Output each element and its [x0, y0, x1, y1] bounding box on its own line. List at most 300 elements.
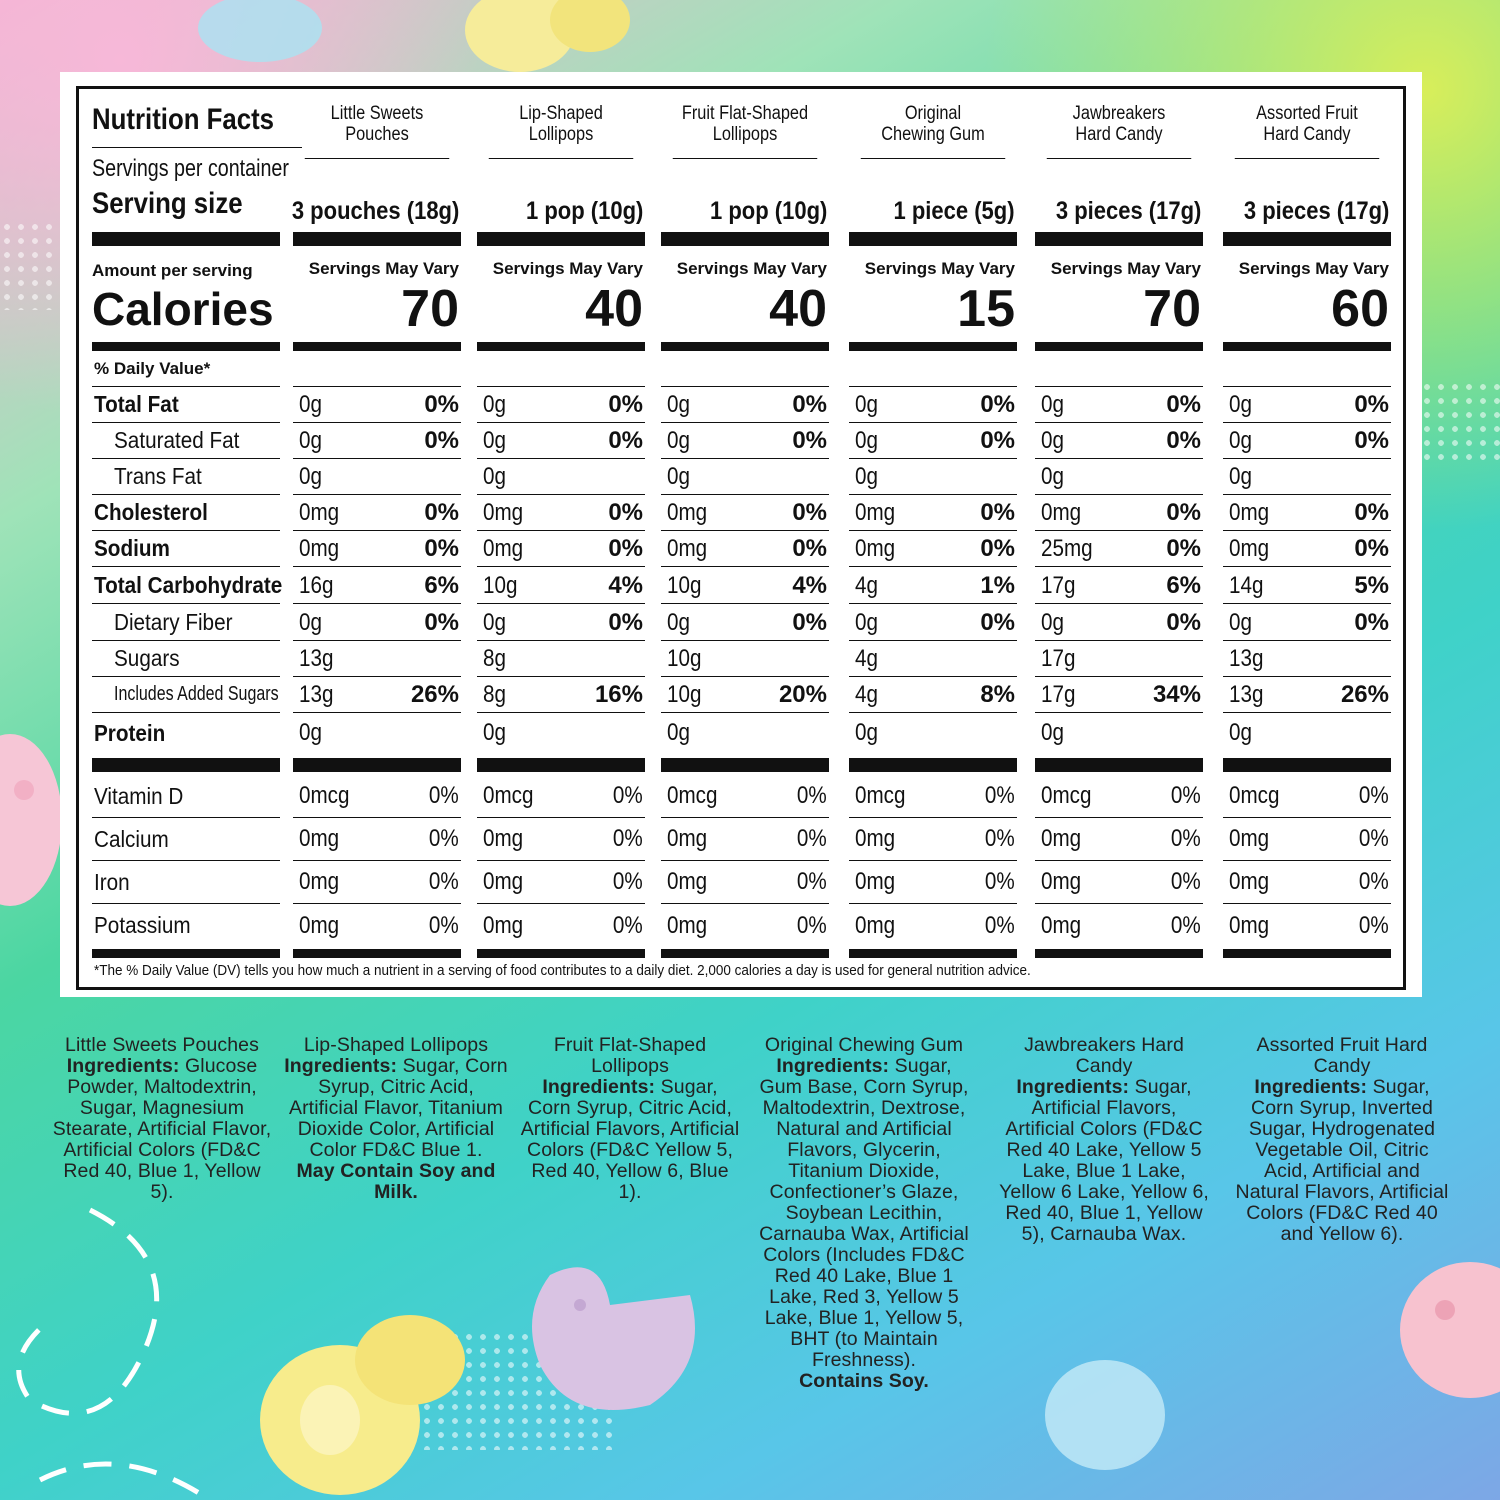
thick-divider	[293, 232, 461, 246]
nutrient-amount: 0g	[855, 608, 878, 636]
nutrient-row	[477, 641, 645, 677]
nutrient-amount: 13g	[1229, 680, 1264, 708]
vitamin-amount: 0mg	[299, 868, 340, 895]
vitamin-label: Vitamin D	[92, 775, 280, 818]
product-column	[661, 89, 829, 987]
vitamin-daily-value: 0%	[1359, 782, 1389, 809]
nutrient-amount: 8g	[483, 680, 506, 708]
vitamin-daily-value: 0%	[1359, 911, 1389, 939]
candy-flower-icon	[190, 0, 330, 70]
ingredients-label: Ingredients:	[776, 1055, 890, 1077]
nutrient-daily-value: 4%	[608, 571, 643, 599]
nutrient-daily-value: 0%	[1354, 498, 1389, 526]
nutrient-label: Total Fat	[92, 387, 280, 423]
nutrient-amount: 0g	[1229, 719, 1252, 746]
medium-divider	[661, 949, 829, 958]
nutrient-amount: 0g	[1229, 426, 1252, 454]
nutrient-label: Saturated Fat	[92, 423, 280, 459]
nutrition-facts-table	[76, 86, 1406, 990]
vitamin-amount: 0mcg	[1041, 782, 1092, 809]
nutrient-row	[1223, 641, 1391, 677]
ingredients-label: Ingredients:	[1016, 1076, 1130, 1098]
vitamin-amount: 0mg	[299, 911, 340, 939]
nutrient-amount: 14g	[1229, 571, 1264, 599]
vitamin-row	[849, 861, 1017, 904]
vitamin-amount: 0mcg	[299, 782, 350, 809]
vitamin-daily-value: 0%	[797, 782, 827, 809]
ingredients-product-name: Lip-Shaped Lollipops	[303, 1034, 489, 1056]
nutrient-amount: 17g	[1041, 644, 1076, 672]
daily-value-footnote: *The % Daily Value (DV) tells you how much a nutrient in a serving of food contributes to a daily diet. 2,000 calories a day is used for general nutrition advice.	[94, 963, 1031, 979]
serving-size-value: 1 pop (10g)	[709, 197, 827, 225]
nutrient-amount: 16g	[299, 571, 334, 599]
product-column	[477, 89, 645, 987]
nutrient-amount: 10g	[667, 571, 702, 599]
thick-divider	[1223, 758, 1391, 772]
nutrient-amount: 0g	[299, 426, 322, 454]
nutrient-amount: 0g	[667, 426, 690, 454]
vitamin-daily-value: 0%	[1171, 868, 1201, 895]
nutrient-amount: 4g	[855, 680, 878, 708]
nutrient-amount: 0mg	[483, 498, 524, 526]
nutrient-row	[1035, 423, 1203, 459]
nutrient-daily-value: 20%	[778, 680, 827, 708]
nutrient-row	[661, 459, 829, 495]
nutrient-amount: 13g	[1229, 644, 1264, 672]
nutrient-amount: 0g	[1041, 390, 1064, 418]
nutrient-daily-value: 0%	[1354, 426, 1389, 454]
ingredients-label: Ingredients:	[1254, 1076, 1368, 1098]
nutrient-amount: 10g	[667, 680, 702, 708]
nutrient-row	[1035, 495, 1203, 531]
vitamin-row	[1035, 818, 1203, 861]
nutrient-row	[661, 423, 829, 459]
vitamin-amount: 0mg	[1041, 868, 1082, 895]
nutrient-daily-value: 0%	[792, 390, 827, 418]
nutrient-row	[1035, 677, 1203, 713]
nutrient-daily-value: 0%	[424, 534, 459, 562]
thick-divider	[849, 758, 1017, 772]
medium-divider	[661, 342, 829, 351]
nutrient-daily-value: 0%	[608, 390, 643, 418]
calories-value: 40	[769, 280, 827, 338]
vitamin-amount: 0mg	[1229, 825, 1270, 852]
vitamin-label: Potassium	[94, 912, 191, 938]
vitamin-amount: 0mg	[1229, 911, 1270, 939]
nutrient-row	[661, 495, 829, 531]
nutrient-row	[849, 387, 1017, 423]
nutrient-row	[293, 387, 461, 423]
calories-value: 70	[401, 280, 459, 338]
calories-value: 40	[585, 280, 643, 338]
vitamin-amount: 0mg	[667, 825, 708, 852]
nutrient-daily-value: 0%	[980, 534, 1015, 562]
nutrient-amount: 17g	[1041, 680, 1076, 708]
nutrient-row	[1223, 677, 1391, 713]
product-column-header: Assorted Fruit Hard Candy	[1235, 101, 1379, 159]
thick-divider	[293, 758, 461, 772]
ingredients-block	[753, 1035, 975, 1392]
vitamin-row	[1223, 775, 1391, 818]
medium-divider	[293, 342, 461, 351]
nutrient-row	[477, 568, 645, 604]
daily-value-header: % Daily Value*	[92, 351, 280, 387]
nutrient-amount: 25mg	[1041, 534, 1093, 562]
nutrient-row	[849, 568, 1017, 604]
vitamin-row	[661, 818, 829, 861]
nutrient-row	[1035, 568, 1203, 604]
nutrient-daily-value: 8%	[980, 680, 1015, 708]
ingredients-text: Sugar, Corn Syrup, Citric Acid, Artificial Flavor, Titanium Dioxide Color, Artificial Color FD&C Blue 1.	[288, 1055, 508, 1161]
nutrient-daily-value: 0%	[792, 498, 827, 526]
nutrient-daily-value: 0%	[1166, 498, 1201, 526]
nutrient-daily-value: 0%	[792, 608, 827, 636]
nutrient-amount: 0g	[1041, 462, 1064, 490]
nutrient-amount: 0mg	[483, 534, 524, 562]
nutrient-row	[1035, 605, 1203, 641]
nutrient-row	[661, 568, 829, 604]
nutrient-amount: 0g	[483, 390, 506, 418]
medium-divider	[1223, 342, 1391, 351]
nutrient-daily-value: 0%	[1166, 426, 1201, 454]
vitamin-daily-value: 0%	[613, 911, 643, 939]
nutrient-daily-value: 0%	[792, 534, 827, 562]
nutrient-daily-value: 0%	[980, 390, 1015, 418]
servings-per-container-label: Servings per container	[92, 155, 289, 182]
nutrient-label: Cholesterol	[92, 495, 280, 531]
nutrient-label: Sodium	[92, 531, 280, 567]
vitamin-row	[849, 904, 1017, 947]
vitamin-label: Iron	[92, 861, 280, 904]
product-column	[293, 89, 461, 987]
label-column	[92, 89, 289, 987]
thick-divider	[1035, 232, 1203, 246]
vitamin-daily-value: 0%	[429, 782, 459, 809]
nutrient-daily-value: 16%	[594, 680, 643, 708]
vitamin-amount: 0mg	[483, 825, 524, 852]
product-column-header: Fruit Flat-Shaped Lollipops	[673, 101, 817, 159]
vitamin-row	[1223, 818, 1391, 861]
nutrient-label: Total Carbohydrate	[92, 568, 280, 604]
vitamin-amount: 0mcg	[667, 782, 718, 809]
thick-divider	[477, 232, 645, 246]
vitamin-amount: 0mg	[1229, 868, 1270, 895]
vitamin-daily-value: 0%	[613, 868, 643, 895]
nutrient-amount: 0mg	[1229, 534, 1270, 562]
nutrient-daily-value: 0%	[608, 498, 643, 526]
nutrient-label: Sugars	[92, 641, 280, 677]
vitamin-amount: 0mg	[667, 911, 708, 939]
nutrition-panel	[60, 72, 1422, 997]
calories-label: Calories	[92, 283, 274, 335]
nutrient-amount: 0mg	[299, 498, 340, 526]
nutrient-amount: 0g	[299, 462, 322, 490]
amount-per-serving-label: Amount per serving	[92, 261, 253, 280]
nutrient-row	[293, 495, 461, 531]
nutrient-row	[849, 423, 1017, 459]
vitamin-row	[1223, 904, 1391, 947]
ingredients-block	[519, 1035, 741, 1203]
nutrient-daily-value: 6%	[424, 571, 459, 599]
vitamin-row	[849, 818, 1017, 861]
nutrient-amount: 4g	[855, 644, 878, 672]
ingredients-text: Sugar, Gum Base, Corn Syrup, Maltodextrin, Dextrose, Natural and Artificial Flavors, Glycerin, Titanium Dioxide, Confectioner’s Glaze, Soybean Lecithin, Carnauba Wax, Artificial Colors (Includes FD&C Red 40 Lake, Blue 1 Lake, Red 3, Yellow 5 Lake, Blue 1, Yellow 5, BHT (to Maintain Freshness).	[759, 1055, 969, 1371]
nutrient-daily-value: 0%	[980, 498, 1015, 526]
nutrient-label: Protein	[94, 719, 166, 746]
product-column	[1035, 89, 1203, 987]
nutrient-amount: 0mg	[855, 534, 896, 562]
nutrient-row	[849, 459, 1017, 495]
nutrient-daily-value: 0%	[608, 426, 643, 454]
nutrient-amount: 0g	[483, 462, 506, 490]
nutrient-row	[661, 677, 829, 713]
nutrient-row	[849, 495, 1017, 531]
thick-divider	[1035, 758, 1203, 772]
nutrient-amount: 0mg	[1041, 498, 1082, 526]
ingredients-label: Ingredients:	[542, 1076, 656, 1098]
vitamin-amount: 0mg	[483, 868, 524, 895]
ingredients-text: Sugar, Artificial Flavors, Artificial Colors (FD&C Red 40 Lake, Yellow 5 Lake, Blue 1 Lake, Yellow 6 Lake, Yellow 6, Red 40, Blue 1, Yellow 5), Carnauba Wax.	[999, 1076, 1209, 1245]
thick-divider	[661, 232, 829, 246]
nutrient-amount: 0mg	[667, 498, 708, 526]
ingredients-block	[997, 1035, 1211, 1245]
medium-divider	[849, 342, 1017, 351]
nutrient-row	[1035, 459, 1203, 495]
nutrient-amount: 0mg	[1229, 498, 1270, 526]
ingredients-block	[51, 1035, 273, 1203]
thick-divider	[92, 758, 280, 772]
nutrient-daily-value: 1%	[980, 571, 1015, 599]
ingredients-text: Sugar, Corn Syrup, Citric Acid, Artificial Flavors, Artificial Colors (FD&C Yellow 5, Red 40, Yellow 6, Blue 1).	[520, 1076, 740, 1203]
vitamin-daily-value: 0%	[985, 825, 1015, 852]
nutrient-row	[477, 677, 645, 713]
nutrient-row	[477, 459, 645, 495]
calories-value: 70	[1143, 280, 1201, 338]
nutrient-row	[293, 715, 461, 751]
nutrient-daily-value: 5%	[1354, 571, 1389, 599]
nutrient-amount: 10g	[667, 644, 702, 672]
nutrient-amount: 4g	[855, 571, 878, 599]
thick-divider	[92, 232, 280, 246]
vitamin-label: Calcium	[92, 818, 280, 861]
vitamin-amount: 0mg	[483, 911, 524, 939]
vitamin-daily-value: 0%	[429, 911, 459, 939]
servings-may-vary: Servings May Vary	[1050, 259, 1201, 278]
serving-size-value: 3 pouches (18g)	[291, 197, 459, 225]
nutrient-amount: 0g	[483, 426, 506, 454]
medium-divider	[92, 342, 280, 351]
vitamin-row	[1223, 861, 1391, 904]
nutrient-daily-value: 6%	[1166, 571, 1201, 599]
vitamin-row	[293, 904, 461, 947]
nutrient-daily-value: 26%	[1340, 680, 1389, 708]
nutrient-row	[1223, 423, 1391, 459]
vitamin-daily-value: 0%	[1359, 868, 1389, 895]
nutrient-row	[661, 531, 829, 567]
nutrient-row	[661, 387, 829, 423]
ingredients-block	[1233, 1035, 1451, 1245]
calories-value: 60	[1331, 280, 1389, 338]
vitamin-amount: 0mg	[855, 911, 896, 939]
vitamin-amount: 0mg	[855, 825, 896, 852]
nutrient-row	[849, 715, 1017, 751]
vitamin-daily-value: 0%	[1171, 911, 1201, 939]
nutrient-amount: 0g	[483, 719, 506, 746]
ingredients-block	[284, 1035, 508, 1203]
nutrient-row	[661, 641, 829, 677]
vitamin-daily-value: 0%	[797, 825, 827, 852]
ingredients-text: Sugar, Corn Syrup, Inverted Sugar, Hydrogenated Vegetable Oil, Citric Acid, Artificial and Natural Flavors, Artificial Colors (FD&C Red 40 and Yellow 6).	[1235, 1076, 1449, 1245]
ingredients-product-name: Fruit Flat-Shaped Lollipops	[553, 1034, 707, 1077]
nutrient-amount: 0g	[1041, 719, 1064, 746]
nutrient-amount: 0mg	[667, 534, 708, 562]
medium-divider	[92, 949, 280, 958]
ingredients-label: Ingredients:	[66, 1055, 180, 1077]
vitamin-daily-value: 0%	[613, 782, 643, 809]
vitamin-daily-value: 0%	[797, 911, 827, 939]
nutrient-label: Trans Fat	[92, 459, 280, 495]
nutrient-row	[293, 568, 461, 604]
vitamin-amount: 0mcg	[483, 782, 534, 809]
nutrient-row	[293, 531, 461, 567]
nutrient-daily-value: 0%	[1354, 608, 1389, 636]
nutrient-daily-value: 26%	[410, 680, 459, 708]
nutrient-amount: 0g	[299, 608, 322, 636]
medium-divider	[477, 949, 645, 958]
nutrient-amount: 0g	[1041, 426, 1064, 454]
vitamin-row	[293, 775, 461, 818]
nutrient-row	[293, 605, 461, 641]
nutrient-row	[477, 715, 645, 751]
vitamin-amount: 0mg	[667, 868, 708, 895]
nutrient-amount: 13g	[299, 644, 334, 672]
vitamin-row	[293, 818, 461, 861]
nutrient-amount: 0g	[1229, 462, 1252, 490]
nutrient-amount: 13g	[299, 680, 334, 708]
ingredients-product-name: Assorted Fruit Hard Candy	[1256, 1034, 1428, 1077]
nutrient-row	[1223, 605, 1391, 641]
nutrient-daily-value: 34%	[1152, 680, 1201, 708]
serving-size-value: 1 piece (5g)	[893, 197, 1015, 225]
divider	[92, 147, 302, 148]
nutrient-row	[477, 387, 645, 423]
medium-divider	[1223, 949, 1391, 958]
product-column-header: Little Sweets Pouches	[305, 101, 449, 159]
product-column-header: Original Chewing Gum	[861, 101, 1005, 159]
product-column-header: Jawbreakers Hard Candy	[1047, 101, 1191, 159]
vitamin-row	[661, 775, 829, 818]
nutrient-amount: 8g	[483, 644, 506, 672]
nutrient-daily-value: 0%	[980, 426, 1015, 454]
thick-divider	[661, 758, 829, 772]
nutrient-row	[1035, 715, 1203, 751]
nutrient-row	[1035, 531, 1203, 567]
nutrient-daily-value: 0%	[424, 390, 459, 418]
thick-divider	[849, 232, 1017, 246]
nutrient-daily-value: 0%	[1166, 608, 1201, 636]
nutrient-row	[293, 677, 461, 713]
nutrient-daily-value: 0%	[792, 426, 827, 454]
nutrient-row	[1223, 387, 1391, 423]
nutrient-row	[477, 531, 645, 567]
nutrient-daily-value: 0%	[608, 608, 643, 636]
nutrient-amount: 0g	[855, 390, 878, 418]
nutrient-row	[849, 641, 1017, 677]
divider	[1035, 351, 1203, 387]
serving-size-value: 3 pieces (17g)	[1055, 197, 1201, 225]
servings-may-vary: Servings May Vary	[1238, 259, 1389, 278]
nutrient-daily-value: 0%	[424, 426, 459, 454]
vitamin-row	[661, 861, 829, 904]
nutrient-label: Dietary Fiber	[92, 605, 280, 641]
nutrient-row	[1223, 495, 1391, 531]
nutrient-amount: 0g	[299, 390, 322, 418]
vitamin-daily-value: 0%	[985, 868, 1015, 895]
nutrient-amount: 10g	[483, 571, 518, 599]
nutrient-daily-value: 0%	[424, 608, 459, 636]
nutrient-label: Includes Added Sugars	[92, 677, 280, 713]
servings-may-vary: Servings May Vary	[676, 259, 827, 278]
medium-divider	[293, 949, 461, 958]
vitamin-row	[849, 775, 1017, 818]
vitamin-daily-value: 0%	[1359, 825, 1389, 852]
servings-may-vary: Servings May Vary	[308, 259, 459, 278]
vitamin-row	[1035, 904, 1203, 947]
vitamin-amount: 0mg	[855, 868, 896, 895]
thick-divider	[1223, 232, 1391, 246]
vitamin-daily-value: 0%	[985, 782, 1015, 809]
nutrient-amount: 0g	[667, 390, 690, 418]
thick-divider	[477, 758, 645, 772]
vitamin-row	[1035, 861, 1203, 904]
nutrient-daily-value: 0%	[1354, 534, 1389, 562]
nutrient-row	[477, 423, 645, 459]
dot-pattern	[420, 1330, 620, 1450]
product-column	[1223, 89, 1391, 987]
ingredients-product-name: Original Chewing Gum	[764, 1034, 964, 1056]
nutrient-daily-value: 0%	[424, 498, 459, 526]
nutrient-daily-value: 0%	[1354, 390, 1389, 418]
product-column-header: Lip-Shaped Lollipops	[489, 101, 633, 159]
ingredients-text: Glucose Powder, Maltodextrin, Sugar, Magnesium Stearate, Artificial Flavor, Artificial Colors (FD&C Red 40, Blue 1, Yellow 5).	[52, 1055, 272, 1203]
nutrient-row	[1223, 459, 1391, 495]
vitamin-row	[661, 904, 829, 947]
nutrient-daily-value: 0%	[608, 534, 643, 562]
medium-divider	[1035, 342, 1203, 351]
vitamin-row	[293, 861, 461, 904]
serving-size-label: Serving size	[92, 187, 243, 220]
nutrient-row	[293, 641, 461, 677]
nutrient-daily-value: 4%	[792, 571, 827, 599]
nutrient-row	[849, 605, 1017, 641]
vitamin-daily-value: 0%	[613, 825, 643, 852]
divider	[477, 351, 645, 387]
candy-flower-icon	[1040, 1350, 1170, 1480]
nutrient-amount: 0g	[1229, 608, 1252, 636]
nutrient-row	[661, 715, 829, 751]
serving-size-value: 1 pop (10g)	[525, 197, 643, 225]
nutrient-amount: 17g	[1041, 571, 1076, 599]
ingredients-product-name: Jawbreakers Hard Candy	[1024, 1034, 1184, 1077]
medium-divider	[477, 342, 645, 351]
vitamin-daily-value: 0%	[1171, 782, 1201, 809]
nutrient-daily-value: 0%	[1166, 390, 1201, 418]
vitamin-row	[477, 775, 645, 818]
dot-pattern	[1420, 380, 1500, 460]
nutrient-row	[477, 605, 645, 641]
allergen-statement: Contains Soy.	[799, 1370, 929, 1392]
servings-may-vary: Servings May Vary	[492, 259, 643, 278]
